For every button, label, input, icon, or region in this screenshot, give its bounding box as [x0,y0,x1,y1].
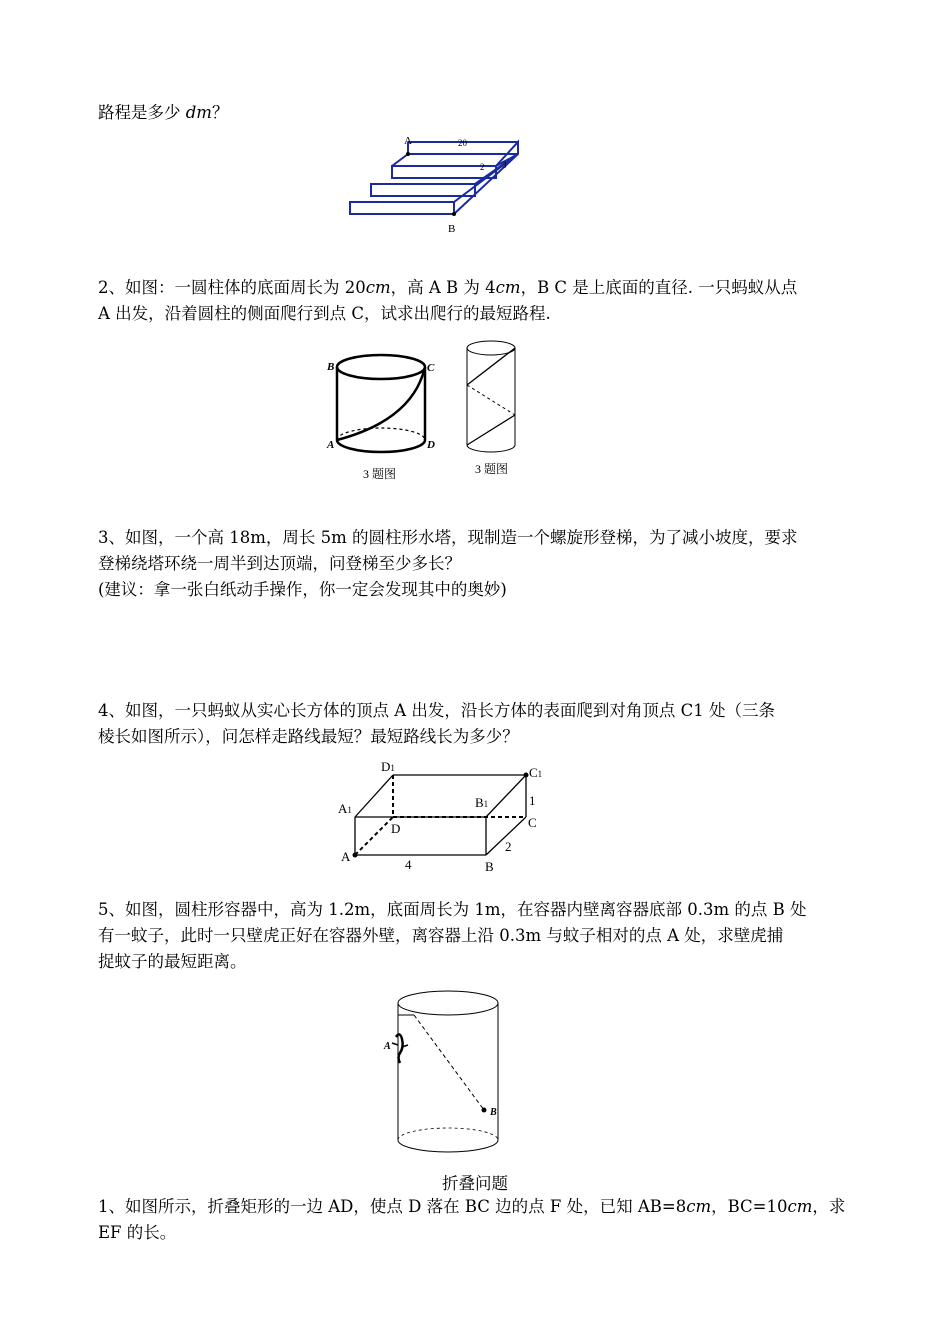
label-c: C [427,362,435,374]
dim-2: 2 [480,162,485,172]
cylinder-top [337,355,425,379]
spiral-back [467,385,515,415]
dim-4: 4 [405,857,412,872]
label-b: B [327,361,335,373]
dim-1: 1 [529,793,536,808]
label-a1: A1 [338,801,352,816]
point-c1 [524,773,529,778]
dim-3: 3 [502,160,507,170]
label-c: C [528,815,537,830]
container-top [398,991,498,1015]
label-d: D [427,439,435,451]
label-a: A [327,439,335,451]
dim-20: 20 [458,138,467,148]
paragraph-question-2: 2、如图：一圆柱体的底面周长为 20cm，高 A B 为 4cm，B C 是上底面的直径. 一只蚂蚁从点 A 出发，沿着圆柱的侧面爬行到点 C，试求出爬行的最短路程. [98,278,798,323]
paragraph-question-5: 5、如图，圆柱形容器中，高为 1.2m，底面周长为 1m，在容器内壁离容器底部 0.3m 的点 B 处 有一蚊子，此时一只壁虎正好在容器外壁，离容器上沿 0.3m 与蚊子相对的点 A 处，求壁虎捕 捉蚊子的最短距离。 [98,900,807,971]
container-figure [380,985,510,1160]
label-c1: C1 [529,765,543,780]
label-b: B [448,223,456,235]
dim-2: 2 [505,839,512,854]
paragraph-question-4: 4、如图，一只蚂蚁从实心长方体的顶点 A 出发，沿长方体的表面爬到对角顶点 C1 处（三条 棱长如图所示），问怎样走路线最短？最短路线长为多少？ [98,701,776,746]
label-d1: D1 [381,759,395,774]
paragraph-question-1-end: 路程是多少 dm？ [98,103,229,122]
label-a: A [341,849,351,864]
label-a: A [404,135,412,147]
stairs-figure [340,128,540,238]
point-b [452,212,456,216]
stair-step-2 [371,184,475,196]
point-a [406,152,410,156]
label-a: A [384,1041,391,1052]
paragraph-question-3: 3、如图，一个高 18m，周长 5m 的圆柱形水塔，现制造一个螺旋形登梯，为了减小坡度，要求 登梯绕塔环绕一周半到达顶端，问登梯至少多长？ (建议：拿一张白纸动手操作，你一定会发现其中的奥妙) [98,528,798,599]
caption-right: 3 题图 [475,462,509,476]
shortest-path [414,1015,484,1110]
cuboid-figure [335,757,550,872]
gecko-icon [396,1034,403,1063]
point-a [353,853,358,858]
stair-step-1 [350,202,454,214]
stair-top-left [392,154,408,166]
cylinder-figure [325,340,535,485]
label-d: D [391,821,401,836]
mosquito-icon [482,1108,487,1113]
spiral-front [467,348,515,385]
label-b: B [490,1107,497,1118]
label-b1: B1 [475,795,489,810]
caption-left: 3 题图 [363,467,397,481]
section-title: 折叠问题 [442,1174,508,1193]
label-b: B [485,859,494,872]
paragraph-folding-question-1: 1、如图所示，折叠矩形的一边 AD，使点 D 落在 BC 边的点 F 处，已知 AB=8cm，BC=10cm，求 EF 的长。 [98,1197,846,1242]
